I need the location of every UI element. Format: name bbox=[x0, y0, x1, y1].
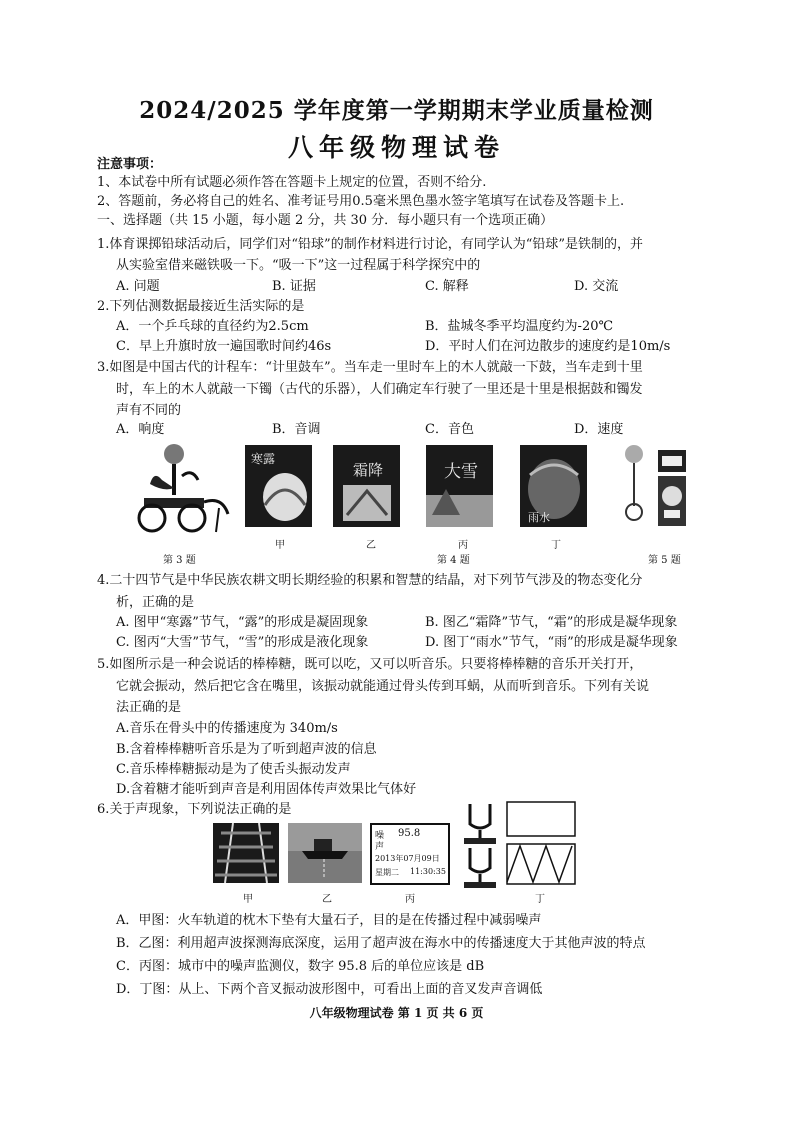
fig6-caption-bing: 丙 bbox=[405, 894, 415, 905]
fig4-caption-yi: 乙 bbox=[366, 540, 376, 551]
solar-term-jia-image bbox=[245, 445, 312, 527]
fig4-caption-jia: 甲 bbox=[275, 540, 285, 551]
fig5-caption: 第 5 题 bbox=[648, 555, 681, 566]
q5-stem-line3: 法正确的是 bbox=[116, 700, 182, 715]
q4-stem-line2: 析，正确的是 bbox=[116, 595, 195, 610]
monitor-day: 星期二 bbox=[375, 868, 399, 877]
q6-option-b: B．乙图：利用超声波探测海底深度，运用了超声波在海水中的传播速度大于其他声波的特点 bbox=[116, 936, 646, 951]
q2-option-d: D．平时人们在河边散步的速度约是10m/s bbox=[425, 339, 671, 354]
q1-option-d: D. 交流 bbox=[574, 279, 619, 294]
exam-subtitle: 八年级物理试卷 bbox=[287, 133, 505, 162]
q4-option-d: D. 图丁“雨水”节气，“雨”的形成是凝华现象 bbox=[425, 635, 678, 650]
q5-option-a: A.音乐在骨头中的传播速度为 340m/s bbox=[116, 721, 338, 736]
q6-stem: 6.关于声现象，下列说法正确的是 bbox=[97, 802, 292, 817]
solar-term-jia-label: 寒露 bbox=[251, 452, 276, 466]
q1-option-c: C. 解释 bbox=[425, 279, 469, 294]
solar-term-yi-label: 霜降 bbox=[353, 461, 384, 479]
q6-option-d: D．丁图：从上、下两个音叉振动波形图中，可看出上面的音叉发声音调低 bbox=[116, 982, 543, 997]
solar-term-ding-label: 雨水 bbox=[528, 511, 550, 524]
q6-option-c: C．丙图：城市中的噪声监测仪，数字 95.8 后的单位应该是 dB bbox=[116, 959, 485, 974]
drum-cart-figure bbox=[124, 440, 234, 540]
ship-sonar-figure bbox=[288, 823, 362, 883]
solar-term-yi-image bbox=[333, 445, 400, 527]
fig6-caption-yi: 乙 bbox=[322, 894, 332, 905]
noise-monitor-figure bbox=[370, 823, 450, 885]
q3-option-d: D．速度 bbox=[574, 422, 624, 437]
q5-option-c: C.音乐棒棒糖振动是为了使舌头振动发声 bbox=[116, 762, 351, 777]
notice-item-1: 1、本试卷中所有试题必须作答在答题卡上规定的位置，否则不给分. bbox=[97, 175, 487, 190]
section-1-heading: 一、选择题（共 15 小题，每小题 2 分，共 30 分．每小题只有一个选项正确） bbox=[97, 213, 554, 228]
fig6-caption-ding: 丁 bbox=[535, 894, 545, 905]
solar-term-ding-image bbox=[520, 445, 587, 527]
solar-term-bing-image bbox=[426, 445, 493, 527]
q5-stem-line2: 它就会振动，然后把它含在嘴里，该振动就能通过骨头传到耳蜗，从而听到音乐。下列有关说 bbox=[116, 679, 650, 694]
q5-option-b: B.含着棒棒糖听音乐是为了听到超声波的信息 bbox=[116, 742, 377, 757]
q1-option-a: A. 问题 bbox=[116, 279, 160, 294]
q4-option-b: B. 图乙“霜降”节气，“霜”的形成是凝华现象 bbox=[425, 615, 678, 630]
q5-stem-line1: 5.如图所示是一种会说话的棒棒糖，既可以吃，又可以听音乐。只要将棒棒糖的音乐开关打开， bbox=[97, 657, 643, 672]
q6-option-a: A．甲图：火车轨道的枕木下垫有大量石子，目的是在传播过程中减弱噪声 bbox=[116, 913, 542, 928]
fig4-caption-bing: 丙 bbox=[458, 540, 468, 551]
q3-stem-line1: 3.如图是中国古代的计程车：“计里鼓车”。当车走一里时车上的木人就敲一下鼓，当车走到十里 bbox=[97, 360, 643, 375]
q3-option-c: C．音色 bbox=[425, 422, 474, 437]
q4-stem-line1: 4.二十四节气是中华民族农耕文明长期经验的积累和智慧的结晶，对下列节气涉及的物态变化分 bbox=[97, 573, 643, 588]
q2-stem: 2.下列估测数据最接近生活实际的是 bbox=[97, 299, 305, 314]
tuning-forks-figure bbox=[460, 800, 500, 890]
q4-option-a: A. 图甲“寒露”节气，“露”的形成是凝固现象 bbox=[116, 615, 369, 630]
lollipop-figure bbox=[610, 440, 690, 530]
q1-stem-line1: 1.体育课掷铅球活动后，同学们对“铅球”的制作材料进行讨论，有同学认为“铅球”是铁制的，并 bbox=[97, 237, 643, 252]
notice-item-2: 2、答题前，务必将自己的姓名、准考证号用0.5毫米黑色墨水签字笔填写在试卷及答题卡上. bbox=[97, 194, 625, 209]
page-footer: 八年级物理试卷 第 1 页 共 6 页 bbox=[309, 1006, 484, 1020]
fig3-caption: 第 3 题 bbox=[163, 555, 196, 566]
waveform-figure bbox=[505, 800, 577, 886]
q2-option-b: B．盐城冬季平均温度约为-20℃ bbox=[425, 319, 614, 334]
solar-term-bing-label: 大雪 bbox=[444, 462, 478, 482]
monitor-reading: 95.8 bbox=[398, 828, 421, 839]
exam-title: 2024/2025 学年度第一学期期末学业质量检测 bbox=[139, 97, 654, 124]
fig4-caption-ding: 丁 bbox=[551, 540, 561, 551]
q2-option-c: C．早上升旗时放一遍国歌时间约46s bbox=[116, 339, 332, 354]
notice-heading: 注意事项： bbox=[97, 157, 163, 172]
q2-option-a: A．一个乒乓球的直径约为2.5cm bbox=[116, 319, 309, 334]
q3-stem-line2: 时，车上的木人就敲一下镯（古代的乐器），人们确定车行驶了一里还是十里是根据鼓和镯发 bbox=[116, 382, 643, 397]
q5-option-d: D.含着糖才能听到声音是利用固体传声效果比气体好 bbox=[116, 782, 417, 797]
monitor-label-2: 声 bbox=[375, 842, 385, 852]
fig6-caption-jia: 甲 bbox=[243, 894, 253, 905]
railway-figure bbox=[213, 823, 279, 883]
q3-option-a: A．响度 bbox=[116, 422, 165, 437]
monitor-time: 11:30:35 bbox=[410, 867, 446, 876]
q1-stem-line2: 从实验室借来磁铁吸一下。“吸一下”这一过程属于科学探究中的 bbox=[116, 258, 481, 273]
q3-stem-line3: 声有不同的 bbox=[116, 403, 182, 418]
q4-option-c: C. 图丙“大雪”节气，“雪”的形成是液化现象 bbox=[116, 635, 369, 650]
fig4-caption: 第 4 题 bbox=[437, 555, 470, 566]
monitor-label-1: 噪 bbox=[375, 831, 385, 841]
monitor-date: 2013年07月09日 bbox=[375, 854, 440, 863]
q3-option-b: B．音调 bbox=[272, 422, 321, 437]
q1-option-b: B. 证据 bbox=[272, 279, 316, 294]
